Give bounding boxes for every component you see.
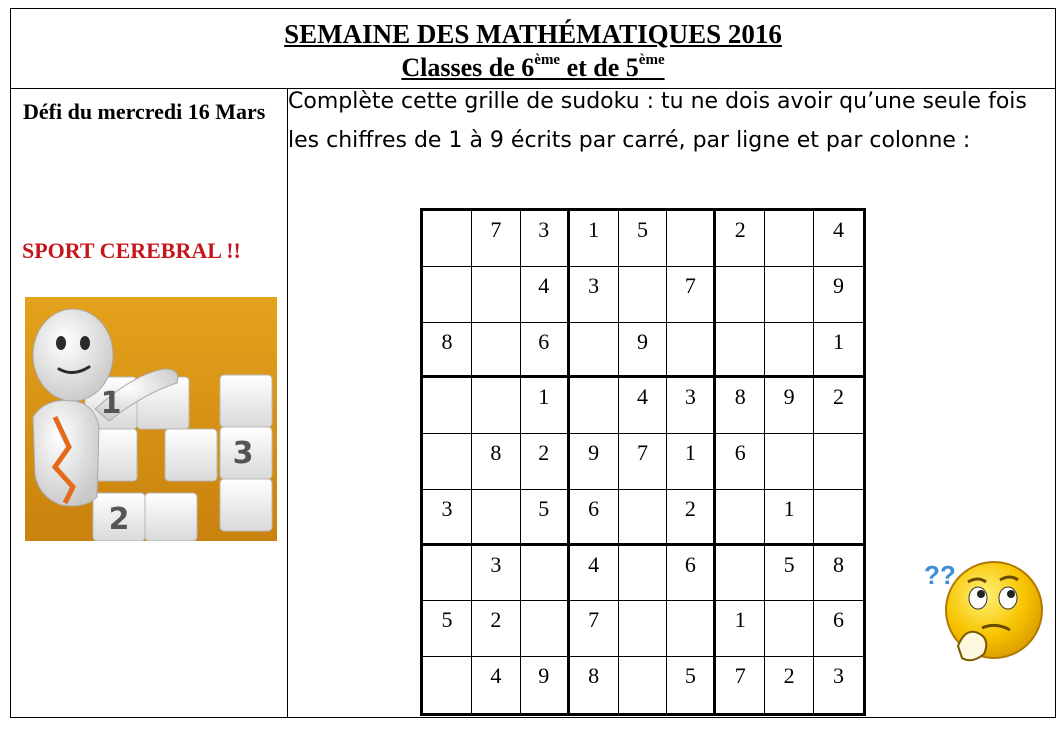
sudoku-cell-r6-c6: 2 <box>667 490 716 546</box>
sudoku-cell-r1-c6[interactable] <box>667 211 716 267</box>
sudoku-cell-r2-c9: 9 <box>814 267 863 323</box>
thinking-face-icon <box>916 550 1046 670</box>
sudoku-cell-r1-c4: 1 <box>570 211 619 267</box>
sudoku-cell-r9-c6: 5 <box>667 657 716 713</box>
challenge-date: Défi du mercredi 16 Mars <box>23 99 266 124</box>
sudoku-cell-r7-c8: 5 <box>765 546 814 602</box>
page-title: SEMAINE DES MATHÉMATIQUES 2016 <box>284 19 782 49</box>
sudoku-cell-r8-c3[interactable] <box>521 601 570 657</box>
sudoku-cell-r2-c2[interactable] <box>472 267 521 323</box>
sudoku-cell-r5-c3: 2 <box>521 434 570 490</box>
sudoku-cell-r7-c6: 6 <box>667 546 716 602</box>
sport-cerebral-label: SPORT CEREBRAL !! <box>22 238 241 263</box>
sudoku-cell-r8-c8[interactable] <box>765 601 814 657</box>
sudoku-cell-r6-c4: 6 <box>570 490 619 546</box>
sudoku-cell-r7-c1[interactable] <box>423 546 472 602</box>
sudoku-cell-r4-c2[interactable] <box>472 378 521 434</box>
sudoku-cell-r4-c3: 1 <box>521 378 570 434</box>
sudoku-cell-r8-c6[interactable] <box>667 601 716 657</box>
sudoku-cell-r1-c7: 2 <box>716 211 765 267</box>
sudoku-cell-r1-c5: 5 <box>619 211 668 267</box>
sudoku-cell-r4-c8: 9 <box>765 378 814 434</box>
sudoku-cell-r3-c9: 1 <box>814 323 863 379</box>
sudoku-cell-r6-c5[interactable] <box>619 490 668 546</box>
sudoku-cell-r6-c9[interactable] <box>814 490 863 546</box>
sudoku-cell-r4-c9: 2 <box>814 378 863 434</box>
sudoku-cell-r8-c9: 6 <box>814 601 863 657</box>
sudoku-cell-r3-c2[interactable] <box>472 323 521 379</box>
sudoku-cell-r6-c8: 1 <box>765 490 814 546</box>
sudoku-cell-r7-c2: 3 <box>472 546 521 602</box>
sudoku-cell-r3-c5: 9 <box>619 323 668 379</box>
mascot-digit-3: 3 <box>232 436 254 471</box>
sudoku-cell-r9-c1[interactable] <box>423 657 472 713</box>
sudoku-cell-r5-c1[interactable] <box>423 434 472 490</box>
sudoku-cell-r1-c2: 7 <box>472 211 521 267</box>
left-column <box>11 89 288 717</box>
sudoku-cell-r7-c4: 4 <box>570 546 619 602</box>
sudoku-cell-r3-c7[interactable] <box>716 323 765 379</box>
classes-subtitle: Classes de 6ème et de 5ème <box>401 52 665 82</box>
sudoku-cell-r2-c1[interactable] <box>423 267 472 323</box>
sudoku-cell-r5-c5: 7 <box>619 434 668 490</box>
sudoku-cell-r1-c8[interactable] <box>765 211 814 267</box>
sudoku-cell-r2-c6: 7 <box>667 267 716 323</box>
sudoku-cell-r5-c9[interactable] <box>814 434 863 490</box>
sudoku-cell-r9-c8: 2 <box>765 657 814 713</box>
sudoku-cell-r3-c6[interactable] <box>667 323 716 379</box>
sudoku-cell-r8-c4: 7 <box>570 601 619 657</box>
sudoku-cell-r3-c3: 6 <box>521 323 570 379</box>
sudoku-cell-r2-c3: 4 <box>521 267 570 323</box>
sudoku-cell-r6-c2[interactable] <box>472 490 521 546</box>
sudoku-mascot-illustration <box>25 297 277 541</box>
sudoku-cell-r2-c8[interactable] <box>765 267 814 323</box>
sudoku-cell-r4-c7: 8 <box>716 378 765 434</box>
sudoku-cell-r3-c1: 8 <box>423 323 472 379</box>
sudoku-cell-r9-c7: 7 <box>716 657 765 713</box>
sudoku-cell-r8-c7: 1 <box>716 601 765 657</box>
sudoku-cell-r4-c6: 3 <box>667 378 716 434</box>
sudoku-cell-r3-c8[interactable] <box>765 323 814 379</box>
sudoku-cell-r8-c5[interactable] <box>619 601 668 657</box>
sudoku-cell-r8-c1: 5 <box>423 601 472 657</box>
sudoku-cell-r1-c9: 4 <box>814 211 863 267</box>
mascot-digit-2: 2 <box>108 502 130 537</box>
sudoku-cell-r7-c9: 8 <box>814 546 863 602</box>
sudoku-cell-r9-c2: 4 <box>472 657 521 713</box>
sudoku-cell-r5-c4: 9 <box>570 434 619 490</box>
sudoku-cell-r4-c4[interactable] <box>570 378 619 434</box>
sudoku-cell-r7-c3[interactable] <box>521 546 570 602</box>
mascot-digit-1: 1 <box>100 386 122 421</box>
question-marks: ?? <box>924 560 956 590</box>
sudoku-cell-r1-c1[interactable] <box>423 211 472 267</box>
sudoku-cell-r8-c2: 2 <box>472 601 521 657</box>
sudoku-grid <box>420 208 866 716</box>
sudoku-cell-r1-c3: 3 <box>521 211 570 267</box>
sudoku-cell-r3-c4[interactable] <box>570 323 619 379</box>
sudoku-cell-r5-c8[interactable] <box>765 434 814 490</box>
sudoku-cell-r7-c7[interactable] <box>716 546 765 602</box>
sudoku-cell-r5-c6: 1 <box>667 434 716 490</box>
sudoku-cell-r9-c3: 9 <box>521 657 570 713</box>
instructions: Complète cette grille de sudoku : tu ne dois avoir qu’une seule fois les chiffres de 1 à 9 écrits par carré, par ligne et par colonne : <box>288 89 1027 153</box>
sudoku-cell-r9-c5[interactable] <box>619 657 668 713</box>
sudoku-cell-r6-c3: 5 <box>521 490 570 546</box>
sudoku-cell-r2-c4: 3 <box>570 267 619 323</box>
sudoku-cell-r9-c4: 8 <box>570 657 619 713</box>
header <box>11 9 1055 89</box>
sudoku-cell-r6-c7[interactable] <box>716 490 765 546</box>
sudoku-cell-r4-c1[interactable] <box>423 378 472 434</box>
sudoku-cell-r2-c7[interactable] <box>716 267 765 323</box>
sudoku-cell-r7-c5[interactable] <box>619 546 668 602</box>
sudoku-cell-r2-c5[interactable] <box>619 267 668 323</box>
sudoku-cell-r5-c2: 8 <box>472 434 521 490</box>
sudoku-cell-r5-c7: 6 <box>716 434 765 490</box>
sudoku-cell-r9-c9: 3 <box>833 663 845 689</box>
sudoku-cell-r6-c1: 3 <box>423 490 472 546</box>
sudoku-cell-r4-c5: 4 <box>619 378 668 434</box>
